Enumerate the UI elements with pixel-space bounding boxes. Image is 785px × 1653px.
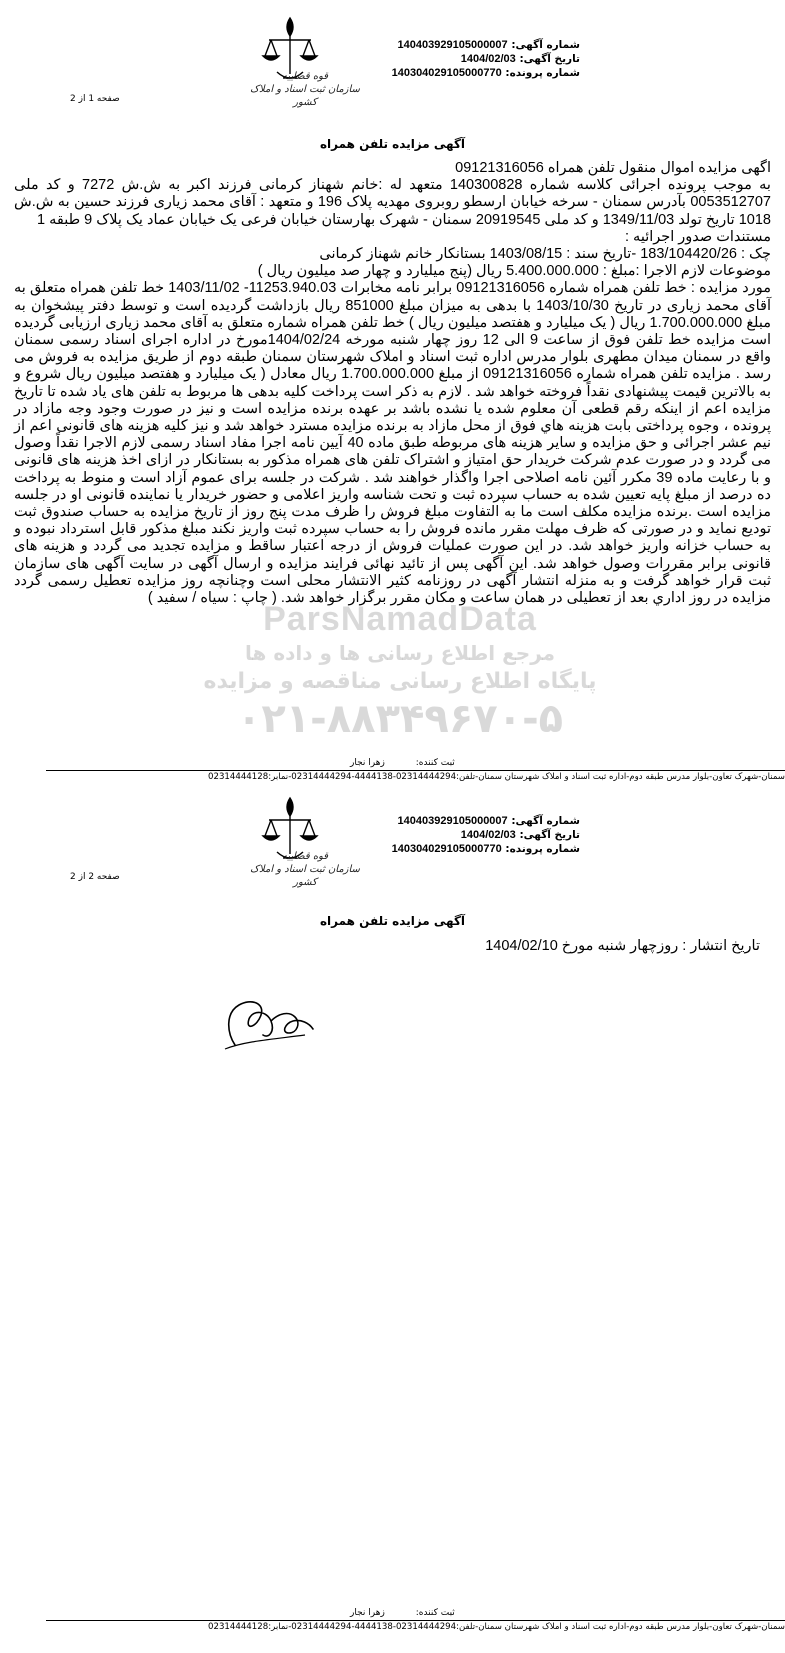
signature-icon xyxy=(205,983,325,1063)
watermark-brand: ParsNamadData xyxy=(263,600,537,638)
body-paragraph: مورد مزایده : خط تلفن همراه شماره 09121316056 برابر نامه مخابرات 11253.940.03- 1403/11/02 خط تلفن همراه متعلق به آقای محمد زیاری در تاریخ 1403/10/30 با بدهی به میزان مبلغ 851000 ریال بازداشت گردیده است و توسط دفتر پیشخوان به مبلغ 1.700.000.000 ریال ( یک میلیارد و هفتصد میلیون ریال ) خط تلفن همراه شماره متعلق به آقای محمد زیاری ارزیابی گردیده است مزایده خط تلفن فوق از ساعت 9 الی 12 روز چهار شنبه مورخه 1404/02/24مورخ در اداره اجرای اسناد رسمی سمنان واقع در سمنان میدان مطهری بلوار مدرس اداره ثبت اسناد و املاک شهرستان سمنان طبقه دوم از طریق مزایده به فروش می رسد . مزایده تلفن همراه شماره 09121316056 از مبلغ 1.700.000.000 ریال معادل ( یک میلیارد و هفتصد میلیون ریال شروع و به بالاترین قیمت پیشنهادی نقداً فروخته خواهد شد . لازم به ذکر است پرداخت کلیه بدهی ها مربوط به تلفن های یاد شده تا تاریخ مزایده اعم از اینکه رقم قطعی آن معلوم شده یا نشده باشد بر عهده برنده مزایده است و نیز در صورت وجود وجه مازاد در پرونده ، وجوه پرداختی بابت هزینه هاي فوق از محل مازاد به برنده مزایده مسترد خواهد شد و نیز کلیه هزینه های قانونی اعم از نیم عشر اجرائی و حق مزایده و سایر هزینه های مربوطه طبق ماده 40 آیین نامه اجرا مفاد اسناد رسمی لازم الاجرا نقداً وصول می گردد و در صورت عدم شرکت خریدار حق امتیاز و اشتراک تلفن های همراه مذکور به بستانکار در ازای اخذ هزینه های قانونی و با رعایت ماده 39 مکرر آئین نامه اصلاحی اجرا واگذار خواهند شد . شرکت در جلسه برای عموم آزاد است و منوط به پرداخت ده درصد از مبلغ پایه تعیین شده به حساب سپرده ثبت و تحت شناسه واریز اعلامی و حضور خریدار یا نماینده قانونی او در جلسه مزایده است .برنده مزایده مکلف است ما به التفاوت مبلغ فروش را ظرف مدت پنج روز از تاریخ مزایده به حساب صندوق ثبت تودیع نماید و در صورتی که ظرف مهلت مقرر مانده فروش را به حساب سپرده ثبت واریز نکند مبلغ مذکور قابل استرداد نبوده و به حساب خزانه واریز خواهد شد. در این صورت عملیات فروش از درجه اعتبار ساقط و مزایده تجدید می گردد و هزینه های قانونی برابر مقررات وصول خواهد شد. این آگهی پس از تائید نهائی فرایند مزایده و ارسال آگهی در سایت آگهی های سازمان ثبت قرار خواهد گرفت و به منزله انتشار آگهی در روزنامه کثیر الانتشار محلی است وچنانچه روز مزایده تعطیل رسمی گردد مزایده در روز اداري بعد از تعطیلی در همان ساعت و مکان مقرر برگزار خواهد شد. ( چاپ : سیاه / سفید ) xyxy=(14,280,772,607)
ad-date-row xyxy=(380,52,580,66)
case-number-label: شماره پرونده: xyxy=(505,67,580,79)
footer-address: سمنان-شهرک تعاون-بلوار مدرس طبقه دوم-اداره ثبت اسناد و املاک شهرستان سمنان-تلفن:02314444294-4444138-02314444294-نمابر:02314444128 xyxy=(208,772,785,782)
body-paragraph: مستندات صدور اجرائیه : xyxy=(625,228,771,245)
registrar-label: ثبت کننده: xyxy=(415,758,455,768)
ad-date-label: تاریخ آگهی: xyxy=(519,53,580,65)
case-number-row xyxy=(380,842,580,856)
ad-date-label: تاریخ آگهی: xyxy=(519,829,580,841)
ad-meta xyxy=(380,814,580,856)
body-paragraph: اگهی مزایده اموال منقول تلفن همراه 09121316056 xyxy=(455,160,771,176)
registrar-line xyxy=(350,758,455,768)
case-number: 140304029105000770 xyxy=(391,67,502,79)
ad-number-label: شماره آگهی: xyxy=(511,815,580,827)
registrar-line xyxy=(350,1608,455,1618)
watermark-subtitle: پایگاه اطلاع رسانی مناقصه و مزایده xyxy=(203,669,597,694)
org-line-2: سازمان ثبت اسناد و املاک کشور xyxy=(250,84,360,108)
ad-meta xyxy=(380,38,580,80)
page-title: آگهی مزایده تلفن همراه xyxy=(319,137,466,151)
org-line-1: قوه قضاییه xyxy=(281,71,329,82)
watermark-phone: ۰۲۱-۸۸۳۴۹۶۷۰-۵ xyxy=(236,696,564,742)
footer-address: سمنان-شهرک تعاون-بلوار مدرس طبقه دوم-اداره ثبت اسناد و املاک شهرستان سمنان-تلفن:02314444294-4444138-02314444294-نمابر:02314444128 xyxy=(208,1622,785,1632)
ad-date: 1404/02/03 xyxy=(460,53,516,65)
body-paragraph: موضوعات لازم الاجرا :مبلغ : 5.400.000.000 ریال (پنج میلیارد و چهار صد میلیون ریال ) xyxy=(257,263,771,280)
org-line-2: سازمان ثبت اسناد و املاک کشور xyxy=(250,864,360,888)
ad-number-row xyxy=(380,38,580,52)
page-title: آگهی مزایده تلفن همراه xyxy=(319,914,466,928)
page-number: صفحه 1 از 2 xyxy=(70,94,120,104)
organization-name xyxy=(245,70,365,109)
document-page-1 xyxy=(0,0,785,820)
footer-divider xyxy=(46,770,785,771)
registrar-name: زهرا نجار xyxy=(350,1608,385,1618)
watermark-tagline: مرجع اطلاع رسانی ها و داده ها xyxy=(244,641,556,665)
ad-number-label: شماره آگهی: xyxy=(511,39,580,51)
ad-number: 140403929105000007 xyxy=(397,815,508,827)
case-number-row xyxy=(380,66,580,80)
case-number: 140304029105000770 xyxy=(391,843,502,855)
org-line-1: قوه قضاییه xyxy=(281,851,329,862)
body-paragraph: چک : 183/104420/26 -تاریخ سند : 1403/08/15 بستانکار خانم شهناز کرمانی xyxy=(319,246,771,263)
footer-divider xyxy=(46,1620,785,1621)
registrar-name: زهرا نجار xyxy=(350,758,385,768)
body-paragraph: به موجب پرونده اجرائی کلاسه شماره 140300828 متعهد له :خانم شهناز کرمانی فرزند اکبر به ش.ش 7272 و کد ملی 0053512707 بآدرس سمنان - سرخه خیابان ارسطو روبروی مهدیه پلاک 196 و متعهد : آقای محمد زیاری فرزند حسین به ش.ش 1018 تاریخ تولد 1349/11/03 و کد ملی 20919545 سمنان - شهرک بهارستان خیابان فرعی یک خیابان عماد یک پلاک 9 طبقه 1 xyxy=(14,177,771,228)
ad-number: 140403929105000007 xyxy=(397,39,508,51)
publish-date: تاریخ انتشار : روزچهار شنبه مورخ 1404/02/10 xyxy=(485,938,760,954)
ad-number-row xyxy=(380,814,580,828)
document-page-2 xyxy=(0,815,785,1653)
page-number: صفحه 2 از 2 xyxy=(70,872,120,882)
document-body xyxy=(14,160,771,607)
case-number-label: شماره پرونده: xyxy=(505,843,580,855)
registrar-label: ثبت کننده: xyxy=(415,1608,455,1618)
ad-date: 1404/02/03 xyxy=(460,829,516,841)
organization-name xyxy=(245,850,365,889)
ad-date-row xyxy=(380,828,580,842)
